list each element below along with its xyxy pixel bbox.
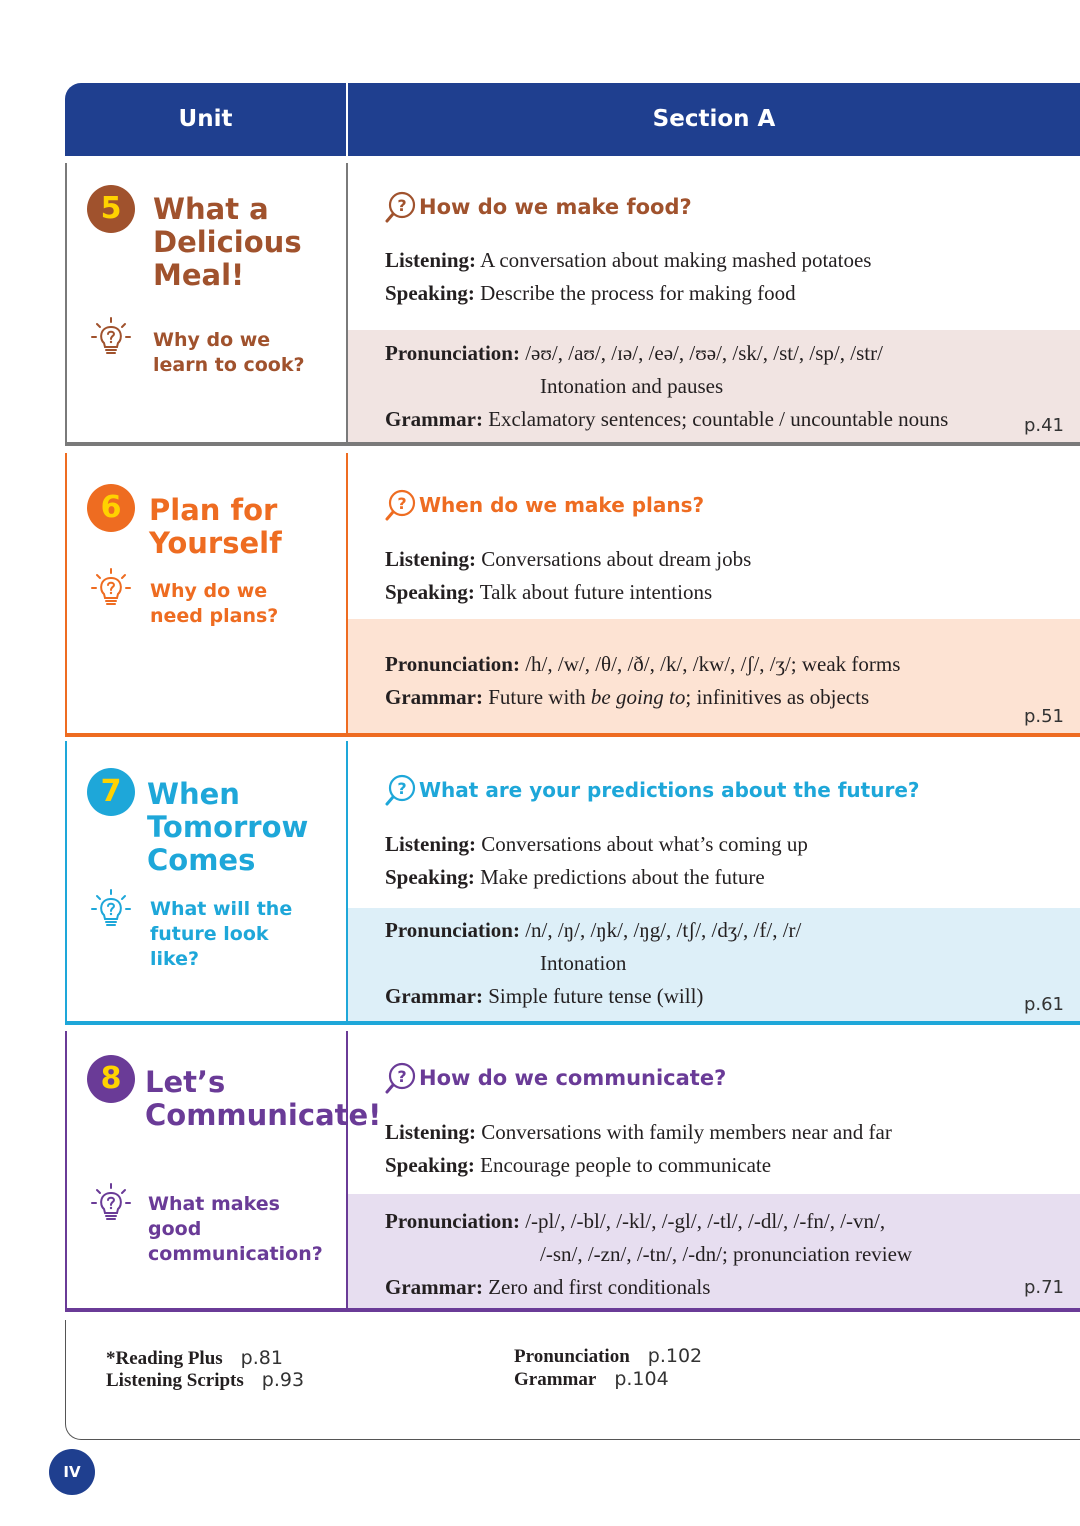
unit-title (153, 193, 302, 292)
listening-text: A conversation about making mashed potatoes (480, 248, 872, 272)
big-question-line: communication? (148, 1243, 323, 1265)
pronunciation-text: /n/, /ŋ/, /ŋk/, /ŋg/, /tʃ/, /dʒ/, /f/, /r/ (525, 918, 802, 942)
section-question-text: How do we make food? (419, 195, 692, 219)
unit-page: p.41 (1023, 415, 1064, 436)
grammar-line (385, 984, 703, 1009)
grammar-appendix-label: Grammar (514, 1369, 597, 1390)
unit-title (147, 778, 308, 877)
listening-label: Listening: (385, 832, 477, 856)
big-question (150, 579, 278, 629)
grammar-entry (514, 1368, 669, 1391)
pronunciation-entry (514, 1345, 702, 1368)
unit-row-7 (65, 741, 1080, 1025)
grammar-text: Future with (488, 685, 586, 709)
pronunciation-text: /h/, /w/, /θ/, /ð/, /k/, /kw/, /ʃ/, /ʒ/; weak forms (525, 652, 901, 676)
grammar-label: Grammar: (385, 685, 483, 709)
pronunciation-line-2: Intonation (540, 951, 627, 975)
listening-scripts-label: Listening Scripts (106, 1370, 244, 1391)
listening-scripts-entry (106, 1369, 304, 1392)
pronunciation-text: /-pl/, /-bl/, /-kl/, /-gl/, /-tl/, /-dl/, /-fn/, /-vn/, (525, 1209, 886, 1233)
grammar-text: Zero and first conditionals (488, 1275, 711, 1299)
speaking-text: Encourage people to communicate (480, 1153, 772, 1177)
pronunciation-line (385, 652, 900, 677)
pronunciation-label: Pronunciation: (385, 652, 520, 676)
grammar-label: Grammar: (385, 984, 483, 1008)
big-question-line: What makes (148, 1193, 280, 1215)
section-question (383, 1061, 726, 1095)
speaking-label: Speaking: (385, 580, 475, 604)
unit-title-line: Yourself (149, 526, 282, 560)
unit-page: p.61 (1023, 994, 1064, 1015)
unit-title (145, 1066, 381, 1132)
speaking-label: Speaking: (385, 1153, 475, 1177)
table-header (65, 83, 1080, 156)
pronunciation-text: /əʊ/, /aʊ/, /ɪə/, /eə/, /ʊə/, /sk/, /st/, /sp/, /str/ (525, 341, 883, 365)
page-number: IV (49, 1449, 95, 1495)
unit-number-badge: 6 (87, 484, 135, 532)
unit-page: p.51 (1023, 706, 1064, 727)
grammar-label: Grammar: (385, 1275, 483, 1299)
big-question (153, 328, 305, 378)
reading-plus-label: *Reading Plus (106, 1348, 223, 1369)
unit-number-badge: 5 (87, 185, 135, 233)
unit-page: p.71 (1023, 1277, 1064, 1298)
pronunciation-label: Pronunciation: (385, 341, 520, 365)
big-question-line: Why do we (150, 580, 268, 602)
svg-text:?: ? (397, 779, 407, 798)
section-question (383, 190, 692, 224)
speaking-text: Make predictions about the future (480, 865, 765, 889)
unit-row-6 (65, 453, 1080, 737)
svg-text:?: ? (397, 1067, 407, 1086)
big-question-line: What will the (150, 898, 293, 920)
listening-label: Listening: (385, 547, 477, 571)
pronunciation-appendix-page: p.102 (647, 1345, 703, 1367)
unit-row-5 (65, 163, 1080, 446)
big-question-line: need plans? (150, 605, 279, 627)
row-rule (65, 442, 1080, 446)
speaking-line (385, 865, 765, 890)
big-question (148, 1192, 323, 1267)
speaking-text: Talk about future intentions (479, 580, 713, 604)
section-question-text: When do we make plans? (419, 493, 705, 517)
unit-number-badge: 8 (87, 1055, 135, 1103)
speaking-line (385, 580, 712, 605)
speaking-label: Speaking: (385, 281, 475, 305)
speaking-line (385, 281, 796, 306)
section-question (383, 773, 920, 807)
listening-text: Conversations about dream jobs (481, 547, 752, 571)
row-rule (65, 733, 1080, 737)
big-question-line: future look (150, 923, 269, 945)
grammar-italic-text: be going to (590, 685, 686, 709)
unit-number-badge: 7 (87, 768, 135, 816)
listening-line (385, 832, 808, 857)
svg-text:?: ? (397, 494, 407, 513)
big-question-line: Why do we (153, 329, 271, 351)
row-rule (65, 1308, 1080, 1312)
section-question-text: How do we communicate? (419, 1066, 727, 1090)
reading-plus-page: p.81 (240, 1347, 283, 1369)
listening-label: Listening: (385, 1120, 477, 1144)
listening-line (385, 547, 751, 572)
unit-title-line: Meal! (153, 258, 245, 292)
pronunciation-line-2: Intonation and pauses (540, 374, 724, 398)
reading-plus-entry (106, 1347, 283, 1370)
lightbulb-question-icon (91, 317, 131, 357)
listening-text: Conversations about what’s coming up (481, 832, 808, 856)
listening-line (385, 248, 871, 273)
magnifier-question-icon (383, 1061, 417, 1095)
unit-title-line: Plan for (149, 493, 278, 527)
pronunciation-line (385, 918, 801, 943)
lightbulb-question-icon (91, 568, 131, 608)
unit-title-line: Let’s (145, 1065, 226, 1099)
grammar-text: Exclamatory sentences; countable / uncountable nouns (488, 407, 949, 431)
grammar-line (385, 685, 869, 710)
unit-row-8 (65, 1031, 1080, 1312)
pronunciation-label: Pronunciation: (385, 918, 520, 942)
pronunciation-line (385, 1209, 885, 1234)
speaking-text: Describe the process for making food (480, 281, 796, 305)
section-question (383, 488, 704, 522)
pronunciation-appendix-label: Pronunciation (514, 1346, 630, 1367)
speaking-label: Speaking: (385, 865, 475, 889)
listening-line (385, 1120, 892, 1145)
unit-title-line: When (147, 777, 240, 811)
lightbulb-question-icon (91, 889, 131, 929)
unit-title-line: Communicate! (145, 1098, 382, 1132)
svg-text:?: ? (397, 196, 407, 215)
listening-label: Listening: (385, 248, 477, 272)
section-question-text: What are your predictions about the future? (419, 778, 920, 802)
grammar-line (385, 1275, 710, 1300)
listening-scripts-page: p.93 (261, 1369, 305, 1391)
unit-title-line: Comes (147, 843, 256, 877)
header-section-a: Section A (652, 106, 776, 132)
big-question (150, 897, 292, 972)
grammar-label: Grammar: (385, 407, 483, 431)
pronunciation-label: Pronunciation: (385, 1209, 520, 1233)
unit-title (149, 494, 282, 560)
grammar-appendix-page: p.104 (614, 1368, 669, 1390)
lightbulb-question-icon (91, 1183, 131, 1223)
grammar-line (385, 407, 948, 432)
pronunciation-line-2: /-sn/, /-zn/, /-tn/, /-dn/; pronunciation review (540, 1242, 913, 1266)
grammar-text: Simple future tense (will) (488, 984, 704, 1008)
magnifier-question-icon (383, 488, 417, 522)
magnifier-question-icon (383, 773, 417, 807)
unit-title-line: What a (153, 192, 269, 226)
big-question-line: like? (150, 948, 200, 970)
big-question-line: learn to cook? (153, 354, 305, 376)
unit-title-line: Delicious (153, 225, 302, 259)
unit-title-line: Tomorrow (147, 810, 309, 844)
speaking-line (385, 1153, 771, 1178)
row-rule (65, 1021, 1080, 1025)
header-unit: Unit (178, 106, 233, 132)
listening-text: Conversations with family members near and far (481, 1120, 892, 1144)
grammar-text-end: ; infinitives as objects (685, 685, 870, 709)
pronunciation-line (385, 341, 883, 366)
big-question-line: good (148, 1218, 202, 1240)
magnifier-question-icon (383, 190, 417, 224)
